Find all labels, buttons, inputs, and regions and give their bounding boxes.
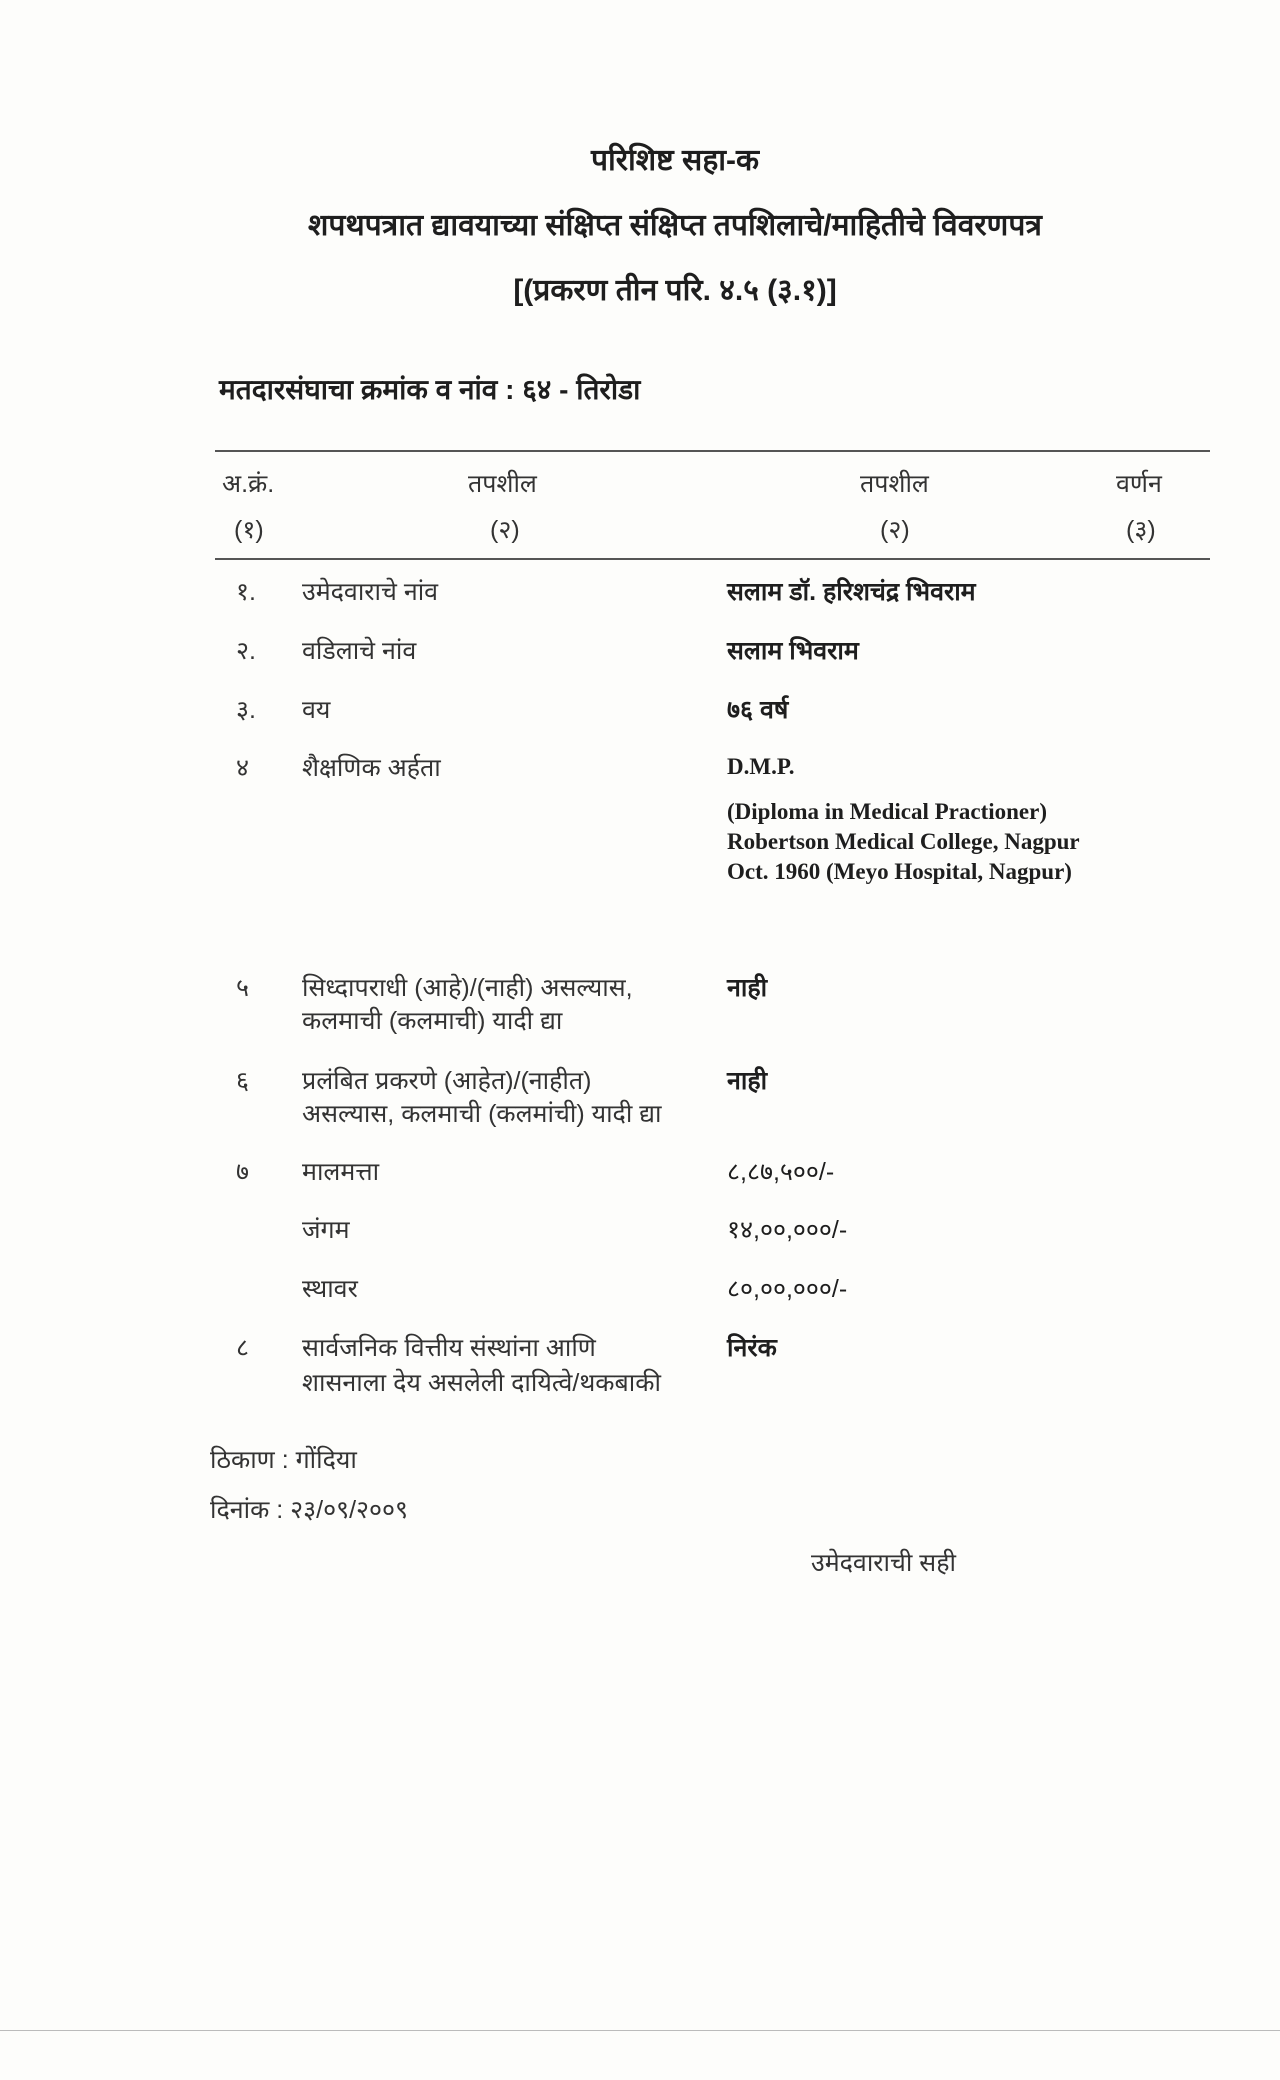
- col-header-description: वर्णन: [1116, 470, 1162, 498]
- row-label: सार्वजनिक वित्तीय संस्थांना आणि: [302, 1334, 596, 1362]
- row-label: वय: [302, 696, 331, 724]
- section-reference: [(प्रकरण तीन परि. ४.५ (३.१)]: [513, 274, 837, 307]
- signature-label: उमेदवाराची सही: [811, 1549, 956, 1577]
- table-top-rule: [215, 450, 1210, 452]
- table-header-rule: [215, 558, 1210, 560]
- row-value: निरंक: [727, 1334, 777, 1362]
- row-value: सलाम डॉ. हरिशचंद्र भिवराम: [727, 578, 976, 606]
- row-value: सलाम भिवराम: [727, 637, 859, 665]
- row-label: प्रलंबित प्रकरणे (आहेत)/(नाहीत): [302, 1067, 592, 1095]
- row-number: ३.: [236, 696, 256, 724]
- row-number: ५: [236, 974, 250, 1002]
- row-number: ७: [236, 1158, 250, 1186]
- col-header-detail: तपशील: [468, 470, 537, 498]
- row-value: १४,००,०००/-: [727, 1216, 848, 1244]
- row-number: १.: [236, 578, 256, 606]
- scan-edge-line: [0, 2030, 1280, 2031]
- constituency: मतदारसंघाचा क्रमांक व नांव : ६४ - तिरोडा: [219, 374, 641, 405]
- row-number: ६: [236, 1067, 250, 1095]
- row-value: ७६ वर्ष: [727, 696, 789, 724]
- col-number-serial: (१): [234, 516, 264, 544]
- row-label: मालमत्ता: [302, 1158, 380, 1186]
- col-header-serial: अ.क्रं.: [222, 470, 275, 498]
- row-value: ८,८७,५००/-: [727, 1158, 835, 1186]
- row-value: नाही: [727, 1067, 768, 1095]
- row-label-line2: कलमाची (कलमाची) यादी द्या: [302, 1007, 563, 1035]
- appendix-title: परिशिष्ट सहा-क: [590, 144, 760, 177]
- row-label-line2: शासनाला देय असलेली दायित्वे/थकबाकी: [302, 1369, 661, 1397]
- col-header-detail-2: तपशील: [860, 470, 929, 498]
- document-title: शपथपत्रात द्यावयाच्या संक्षिप्त संक्षिप्त तपशिलाचे/माहितीचे विवरणपत्र: [308, 209, 1042, 242]
- place: ठिकाण : गोंदिया: [210, 1446, 357, 1474]
- row-value: D.M.P.: [727, 754, 795, 779]
- row-number: २.: [236, 637, 256, 665]
- col-number-detail: (२): [490, 516, 520, 544]
- row-label: शैक्षणिक अर्हता: [302, 754, 441, 782]
- qualification-detail: (Diploma in Medical Practioner) Robertson Medical College, Nagpur Oct. 1960 (Meyo Hospital, Nagpur): [727, 799, 1080, 884]
- row-value: ८०,००,०००/-: [727, 1275, 848, 1303]
- row-label: जंगम: [302, 1216, 350, 1244]
- row-label: स्थावर: [302, 1275, 358, 1303]
- row-label-line2: असल्यास, कलमाची (कलमांची) यादी द्या: [302, 1100, 662, 1128]
- row-number: ४: [236, 754, 250, 782]
- row-value: नाही: [727, 974, 768, 1002]
- col-number-description: (३): [1126, 516, 1156, 544]
- row-label: सिध्दापराधी (आहे)/(नाही) असल्यास,: [302, 974, 633, 1002]
- row-label: वडिलाचे नांव: [302, 637, 417, 665]
- date: दिनांक : २३/०९/२००९: [210, 1496, 409, 1524]
- row-number: ८: [236, 1334, 250, 1362]
- row-label: उमेदवाराचे नांव: [302, 578, 439, 606]
- col-number-detail-2: (२): [880, 516, 910, 544]
